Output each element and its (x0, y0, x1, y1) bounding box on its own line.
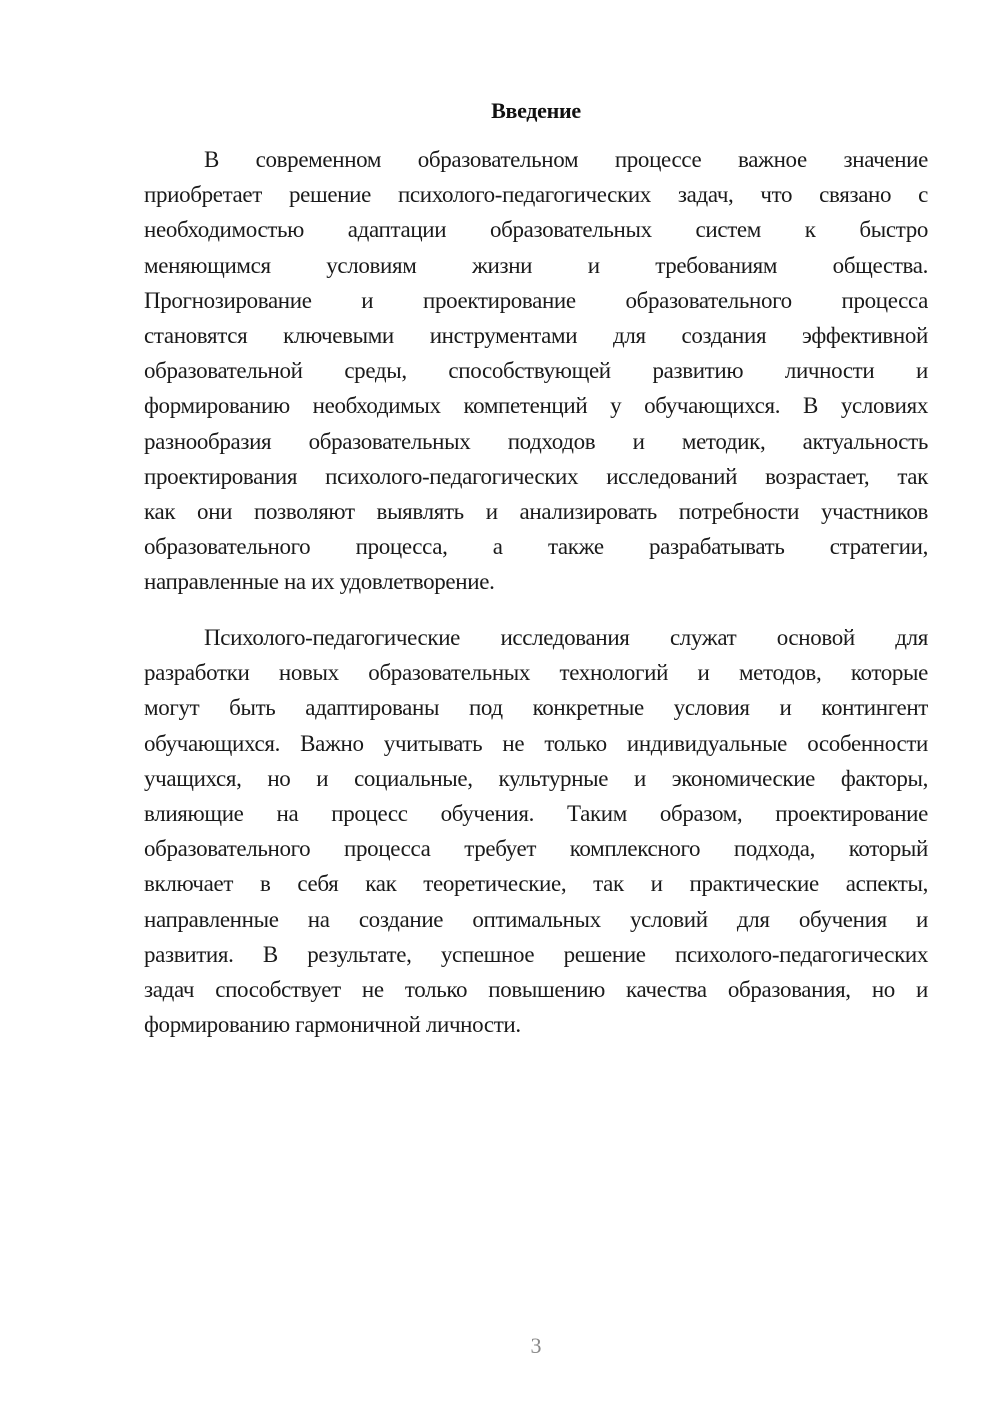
paragraph-2 (144, 620, 928, 1042)
text-line: В современном образовательном процессе важное значение (204, 147, 928, 172)
text-line: задач способствует не только повышению качества образования, но и (144, 976, 928, 1002)
text-line: приобретает решение психолого-педагогических задач, что связано с (144, 182, 928, 208)
text-line: учащихся, но и социальные, культурные и экономические факторы, (144, 765, 928, 791)
text-line: становятся ключевыми инструментами для создания эффективной (144, 322, 928, 348)
text-line: образовательного процесса требует комплексного подхода, который (144, 836, 928, 862)
text-line: направленные на создание оптимальных условий для обучения и (144, 906, 928, 932)
page-number: 3 (530, 1333, 542, 1358)
text-line: проектирования психолого-педагогических исследований возрастает, так (144, 463, 928, 489)
text-line: образовательной среды, способствующей развитию личности и (144, 358, 928, 384)
text-line: меняющимся условиям жизни и требованиям общества. (144, 252, 928, 278)
section-heading: Введение (491, 98, 581, 123)
text-line: формированию необходимых компетенций у обучающихся. В условиях (144, 393, 928, 419)
text-line: разнообразия образовательных подходов и методик, актуальность (144, 428, 928, 454)
text-line: обучающихся. Важно учитывать не только индивидуальные особенности (144, 730, 928, 756)
text-line: формированию гармоничной личности. (144, 1012, 521, 1038)
text-line: разработки новых образовательных технологий и методов, которые (144, 660, 928, 686)
text-line: как они позволяют выявлять и анализировать потребности участников (144, 498, 928, 524)
text-line: Прогнозирование и проектирование образовательного процесса (144, 287, 928, 313)
text-line: могут быть адаптированы под конкретные условия и контингент (144, 695, 928, 721)
text-line: необходимостью адаптации образовательных систем к быстро (144, 217, 928, 243)
text-line: Психолого-педагогические исследования служат основой для (204, 625, 928, 650)
text-line: развития. В результате, успешное решение психолого-педагогических (144, 941, 928, 967)
text-line: направленные на их удовлетворение. (144, 569, 495, 595)
text-line: образовательного процесса, а также разрабатывать стратегии, (144, 534, 928, 560)
paragraph-1 (144, 142, 928, 599)
text-line: влияющие на процесс обучения. Таким образом, проектирование (144, 800, 928, 826)
text-line: включает в себя как теоретические, так и практические аспекты, (144, 871, 928, 897)
